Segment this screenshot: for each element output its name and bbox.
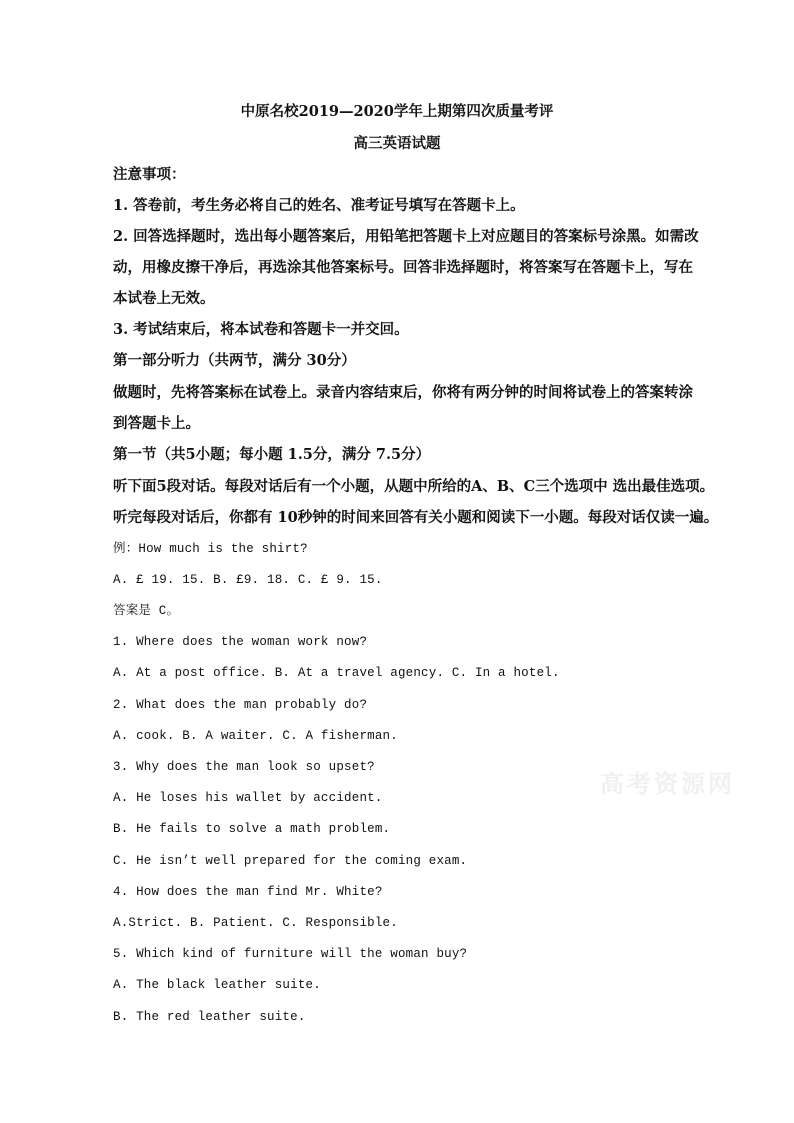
notice-item: 本试卷上无效。 <box>113 290 215 307</box>
watermark: 高考资源网 <box>600 769 735 798</box>
notice-heading: 注意事项： <box>113 166 186 183</box>
question-line: 3. Why does the man look so upset? <box>113 760 375 774</box>
exam-subtitle: 高三英语试题 <box>353 135 441 152</box>
section1-instruction: 听完每段对话后，你都有 10秒钟的时间来回答有关小题和阅读下一小题。每段对话仅读一遍。 <box>113 509 719 526</box>
question-line: 1. Where does the woman work now? <box>113 635 368 649</box>
notice-item: 2. 回答选择题时，选出每小题答案后，用铅笔把答题卡上对应题目的答案标号涂黑。如需改 <box>113 228 699 245</box>
exam-title: 中原名校2019—2020学年上期第四次质量考评 <box>240 103 554 120</box>
section1-heading: 第一节（共5小题；每小题 1.5分，满分 7.5分） <box>113 446 431 463</box>
question-line: B. The red leather suite. <box>113 1010 306 1024</box>
notice-item: 3. 考试结束后，将本试卷和答题卡一并交回。 <box>113 321 409 338</box>
question-line: A. cook. B. A waiter. C. A fisherman. <box>113 729 398 743</box>
notice-item: 1. 答卷前，考生务必将自己的姓名、准考证号填写在答题卡上。 <box>113 197 525 214</box>
part1-instruction: 到答题卡上。 <box>113 415 200 432</box>
question-line: 2. What does the man probably do? <box>113 698 368 712</box>
section1-instruction: 听下面5段对话。每段对话后有一个小题，从题中所给的A、B、C三个选项中 选出最佳选项。 <box>113 478 715 495</box>
example-answer: 答案是 C。 <box>113 604 180 618</box>
example-options: A. £ 19. 15. B. £9. 18. C. £ 9. 15. <box>113 573 383 587</box>
question-line: A.Strict. B. Patient. C. Responsible. <box>113 916 398 930</box>
part1-instruction: 做题时，先将答案标在试卷上。录音内容结束后，你将有两分钟的时间将试卷上的答案转涂 <box>113 384 693 401</box>
question-line: 5. Which kind of furniture will the woman buy? <box>113 947 468 961</box>
part1-heading: 第一部分听力（共两节，满分 30分） <box>113 352 356 369</box>
notice-item: 动，用橡皮擦干净后，再选涂其他答案标号。回答非选择题时，将答案写在答题卡上，写在 <box>113 259 693 276</box>
example-question: 例：How much is the shirt? <box>113 542 308 556</box>
question-line: 4. How does the man find Mr. White? <box>113 885 383 899</box>
question-line: A. At a post office. B. At a travel agency. C. In a hotel. <box>113 666 560 680</box>
question-line: A. The black leather suite. <box>113 978 321 992</box>
question-line: B. He fails to solve a math problem. <box>113 822 391 836</box>
question-line: C. He isn’t well prepared for the coming exam. <box>113 854 468 868</box>
question-line: A. He loses his wallet by accident. <box>113 791 383 805</box>
